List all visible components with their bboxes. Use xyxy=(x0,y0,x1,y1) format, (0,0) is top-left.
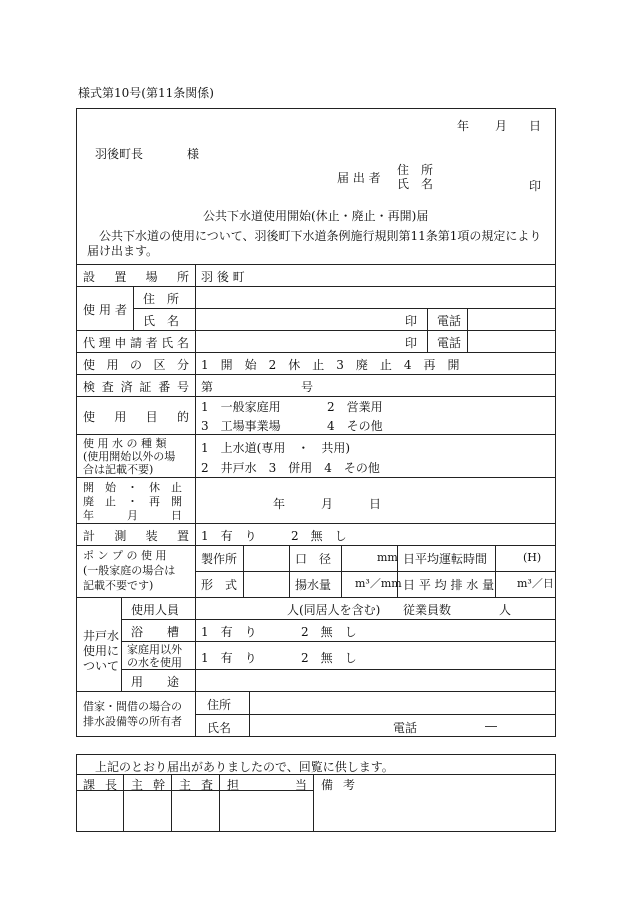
application-form xyxy=(76,108,556,737)
addressee-honorific: 様 xyxy=(187,147,200,161)
owner-address-label: 住所 xyxy=(207,698,232,712)
well-other-opt1: 1 有 り xyxy=(201,651,257,665)
pump-model-label: 形 式 xyxy=(201,578,238,592)
pump-runtime-unit: (H) xyxy=(523,551,542,564)
well-employees-label: 従業員数 xyxy=(403,603,452,617)
applicant-name-label: 氏 名 xyxy=(397,177,434,191)
purpose-opt2: 2 営業用 xyxy=(327,400,383,414)
user-address-label: 住 所 xyxy=(143,292,180,306)
well-label3: ついて xyxy=(83,659,120,673)
pump-note1: (一般家庭の場合は xyxy=(83,564,176,577)
column-line xyxy=(427,308,428,352)
meter-label: 計 測 装 置 xyxy=(83,529,189,543)
date-month: 月 xyxy=(495,119,508,133)
pump-discharge-unit: m³／日 xyxy=(517,577,554,590)
date-year: 年 xyxy=(457,119,470,133)
row-line xyxy=(121,641,555,642)
location-value: 羽 後 町 xyxy=(201,270,245,284)
column-line xyxy=(243,545,244,597)
agent-seal: 印 xyxy=(405,336,418,350)
classification-label: 使 用 の 区 分 xyxy=(83,358,189,372)
inspection-label: 検 査 済 証 番 号 xyxy=(83,380,189,394)
owner-phone-dash: ― xyxy=(485,719,497,733)
column-line xyxy=(341,545,342,597)
dates-label2: 廃 止 ・ 再 開 xyxy=(83,495,182,508)
inspection-prefix: 第 xyxy=(201,380,214,394)
addressee-name: 羽後町長 xyxy=(95,147,144,161)
agent-phone-label: 電話 xyxy=(437,336,462,350)
dates-value: 年 月 日 xyxy=(273,497,382,511)
row-line xyxy=(77,774,555,775)
applicant-address-label: 住 所 xyxy=(397,163,434,177)
header-section-chief: 課 長 xyxy=(83,778,117,792)
row-line xyxy=(77,477,555,478)
pump-maker-label: 製作所 xyxy=(201,552,238,566)
circulation-box xyxy=(76,754,556,832)
agent-label: 代 理 申 請 者 氏 名 xyxy=(83,336,189,350)
water-type-note2: 合は記載不要) xyxy=(83,463,154,476)
pump-discharge-label: 日 平 均 排 水 量 xyxy=(403,578,495,592)
row-line xyxy=(77,374,555,375)
row-line xyxy=(77,352,555,353)
water-type-opt-line1: 1 上水道(専用 ・ 共用) xyxy=(201,441,350,455)
well-label1: 井戸水 xyxy=(83,629,120,643)
form-number: 様式第10号(第11条関係) xyxy=(78,86,214,100)
column-line xyxy=(495,545,496,597)
well-bath-label: 浴 槽 xyxy=(131,625,180,639)
owner-phone-label: 電話 xyxy=(393,721,418,735)
applicant-label: 届 出 者 xyxy=(337,171,381,185)
column-line xyxy=(171,774,172,832)
pump-label: ポ ン プ の 使 用 xyxy=(83,549,167,562)
circulation-note: 上記のとおり届出がありましたので、回覧に供します。 xyxy=(95,760,394,774)
header-chief-manager: 主 幹 xyxy=(131,778,165,792)
header-staff: 担 当 xyxy=(227,778,307,792)
meter-opt1: 1 有 り xyxy=(201,529,257,543)
well-label2: 使用に xyxy=(83,644,120,658)
pump-lift-unit: m³／mm xyxy=(355,577,402,590)
column-line xyxy=(123,774,124,832)
dates-label1: 開 始 ・ 休 止 xyxy=(83,481,182,494)
row-line xyxy=(77,523,555,524)
user-seal: 印 xyxy=(405,314,418,328)
water-type-note1: (使用開始以外の場 xyxy=(83,450,176,463)
row-line xyxy=(195,571,555,572)
classification-value: 1 開 始 2 休 止 3 廃 止 4 再 開 xyxy=(201,358,460,372)
column-line xyxy=(121,597,122,691)
intro-text: 公共下水道の使用について、羽後町下水道条例施行規則第11条第1項の規定により届け出ます。 xyxy=(87,229,542,258)
well-bath-opt2: 2 無 し xyxy=(301,625,357,639)
inspection-suffix: 号 xyxy=(301,380,314,394)
owner-label1: 借家・間借の場合の xyxy=(83,700,182,713)
location-label: 設 置 場 所 xyxy=(83,270,189,284)
header-remarks: 備 考 xyxy=(321,778,355,792)
column-line xyxy=(133,286,134,330)
purpose-opt4: 4 その他 xyxy=(327,419,383,433)
pump-note2: 記載不要です) xyxy=(83,579,154,592)
well-bath-opt1: 1 有 り xyxy=(201,625,257,639)
purpose-label: 使 用 目 的 xyxy=(83,410,189,424)
column-line xyxy=(313,774,314,832)
column-line xyxy=(249,691,250,737)
row-line xyxy=(77,330,555,331)
column-line xyxy=(219,774,220,832)
pump-bore-unit: mm xyxy=(377,551,398,564)
document-title: 公共下水道使用開始(休止・廃止・再開)届 xyxy=(203,209,429,223)
well-employees-unit: 人 xyxy=(499,603,512,617)
row-line xyxy=(121,619,555,620)
row-line xyxy=(77,597,555,598)
well-other-water1: 家庭用以外 xyxy=(127,643,182,656)
purpose-opt1: 1 一般家庭用 xyxy=(201,400,281,414)
user-label: 使 用 者 xyxy=(83,303,127,317)
pump-runtime-label: 日平均運転時間 xyxy=(403,552,488,566)
date-day: 日 xyxy=(529,119,542,133)
column-line xyxy=(289,545,290,597)
row-line xyxy=(77,396,555,397)
well-other-opt2: 2 無 し xyxy=(301,651,357,665)
row-line xyxy=(121,669,555,670)
row-line xyxy=(77,434,555,435)
row-line xyxy=(133,308,555,309)
well-use-label: 用 途 xyxy=(131,675,180,689)
well-persons-label: 使用人員 xyxy=(131,603,180,617)
column-line xyxy=(195,264,196,737)
well-persons-value: 人(同居人を含む) xyxy=(287,603,381,617)
meter-opt2: 2 無 し xyxy=(291,529,347,543)
header-inspector: 主 査 xyxy=(179,778,213,792)
applicant-seal: 印 xyxy=(529,179,542,193)
row-line xyxy=(77,691,555,692)
user-phone-label: 電話 xyxy=(437,314,462,328)
owner-name-label: 氏名 xyxy=(207,721,232,735)
dates-label3: 年 月 日 xyxy=(83,509,182,522)
owner-label2: 排水設備等の所有者 xyxy=(83,715,182,728)
row-line xyxy=(77,545,555,546)
pump-bore-label: 口 径 xyxy=(295,552,332,566)
water-type-label: 使 用 水 の 種 類 xyxy=(83,437,167,450)
water-type-opt-line2: 2 井戸水 3 併用 4 その他 xyxy=(201,461,380,475)
pump-lift-label: 揚水量 xyxy=(295,578,332,592)
purpose-opt3: 3 工場事業場 xyxy=(201,419,281,433)
user-name-label: 氏 名 xyxy=(143,314,180,328)
row-line xyxy=(77,286,555,287)
row-line xyxy=(77,264,555,265)
well-other-water2: の水を使用 xyxy=(127,656,182,669)
column-line xyxy=(467,308,468,352)
